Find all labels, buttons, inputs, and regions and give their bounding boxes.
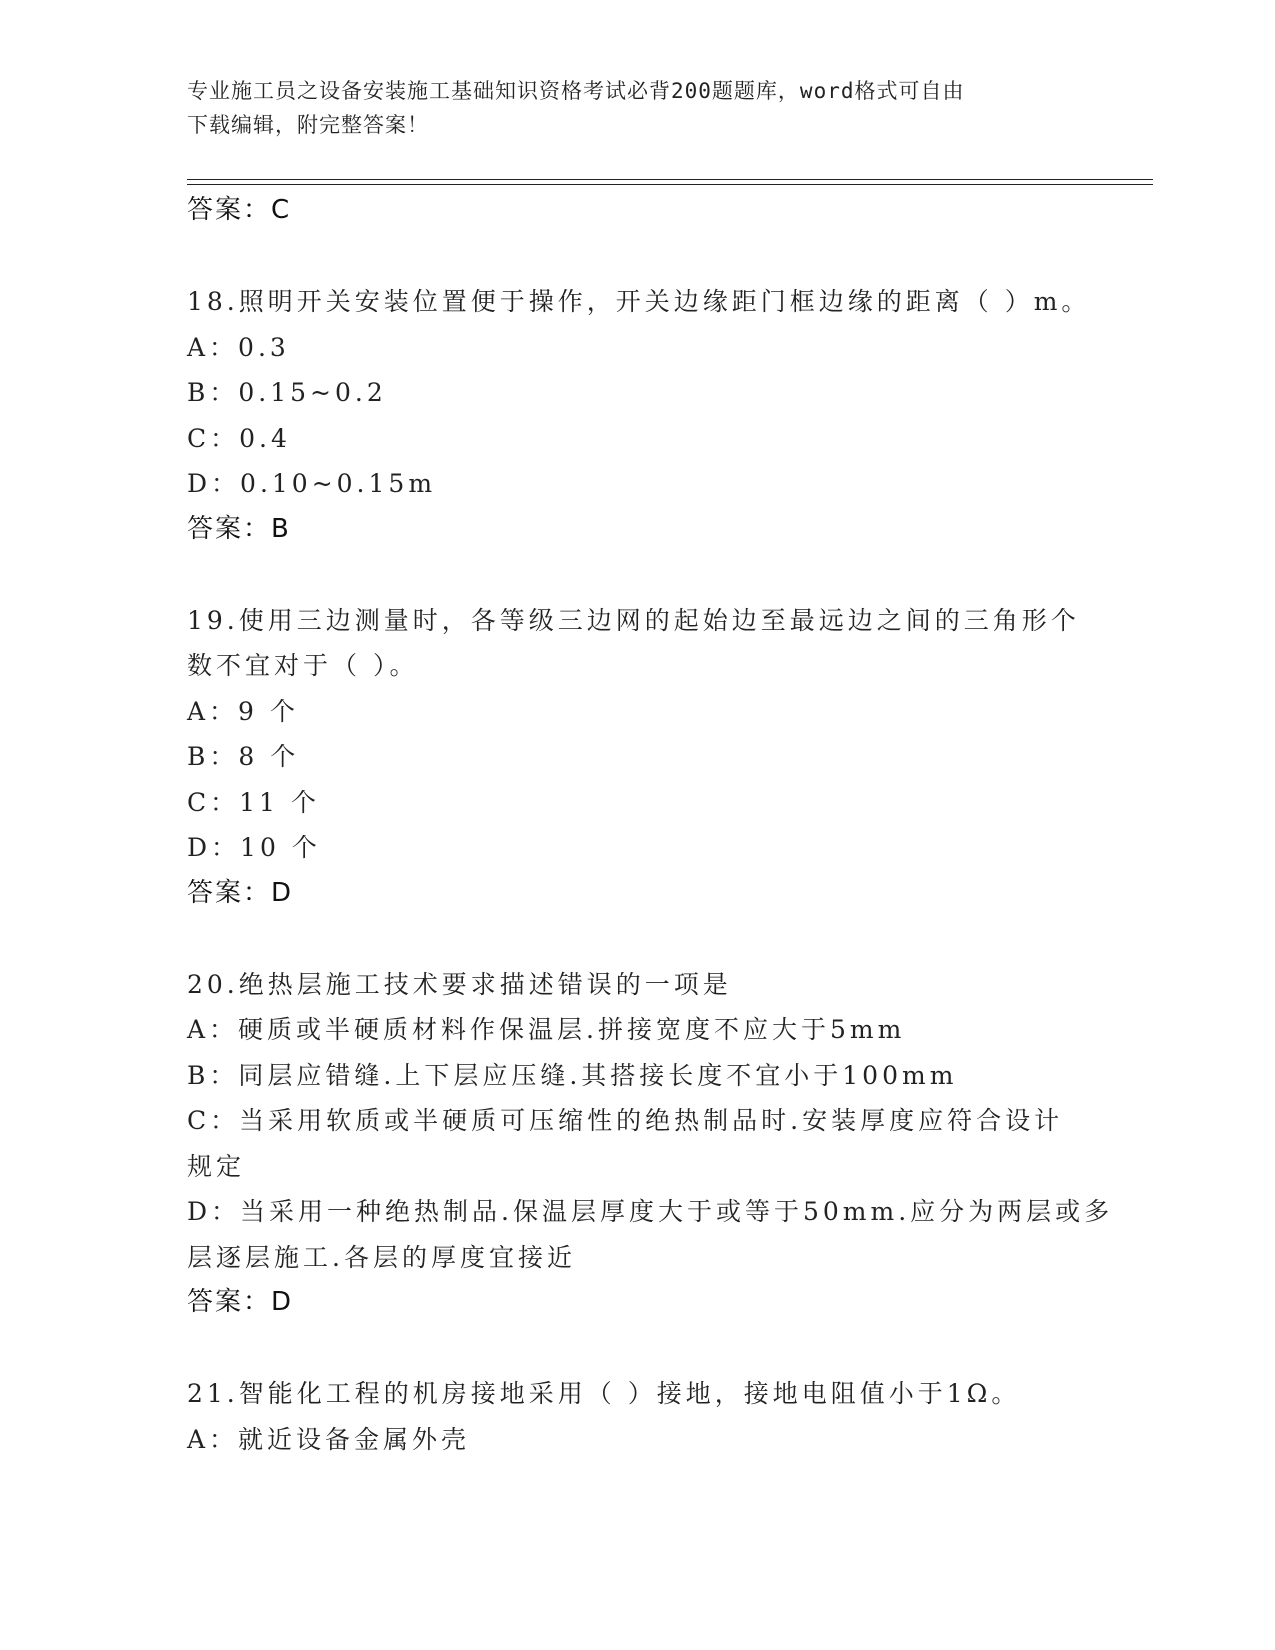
- option-d: D：0.10~0.15m: [187, 469, 437, 498]
- question-block: [187, 962, 1114, 1326]
- previous-answer: 答案：C: [187, 195, 292, 225]
- answer-label: 答案：D: [187, 1287, 294, 1317]
- option-d: D：10 个: [187, 833, 321, 862]
- option-d: D：当采用一种绝热制品.保温层厚度大于或等于50mm.应分为两层或多: [187, 1197, 1114, 1226]
- option-b: B：同层应错缝.上下层应压缝.其搭接长度不宜小于100mm: [187, 1060, 958, 1090]
- question-stem: 18.照明开关安装位置便于操作，开关边缘距门框边缘的距离（ ）m。: [187, 287, 1091, 316]
- header-divider: [187, 179, 1153, 185]
- question-stem-continued: 数不宜对于（ ）。: [187, 651, 419, 680]
- question-stem: 20.绝热层施工技术要求描述错误的一项是: [187, 969, 732, 999]
- option-a: A：就近设备金属外壳: [187, 1424, 471, 1454]
- question-list: [187, 188, 1114, 1462]
- option-a: A：9 个: [187, 696, 299, 726]
- question-stem: 19.使用三边测量时，各等级三边网的起始边至最远边之间的三角形个: [187, 605, 1080, 635]
- question-block: [187, 598, 1087, 917]
- document-header: [187, 74, 1067, 142]
- option-d-continued: 层逐层施工.各层的厚度宜接近: [187, 1242, 576, 1272]
- spacer: [187, 916, 1087, 962]
- header-title-line-1: 专业施工员之设备安装施工基础知识资格考试必背200题题库，word格式可自由: [187, 79, 965, 103]
- option-b: B：0.15~0.2: [187, 378, 387, 407]
- option-c: C：0.4: [187, 423, 291, 453]
- option-c: C：11 个: [187, 787, 320, 817]
- spacer: [187, 552, 1087, 598]
- option-b: B：8 个: [187, 742, 300, 771]
- question-stem: 21.智能化工程的机房接地采用（ ）接地，接地电阻值小于1Ω。: [187, 1379, 1021, 1408]
- spacer: [187, 234, 1087, 280]
- option-a: A：0.3: [187, 332, 290, 362]
- answer-label: 答案：B: [187, 513, 291, 544]
- spacer: [187, 1326, 1087, 1372]
- option-a: A：硬质或半硬质材料作保温层.拼接宽度不应大于5mm: [187, 1015, 906, 1044]
- option-c: C：当采用软质或半硬质可压缩性的绝热制品时.安装厚度应符合设计: [187, 1106, 1064, 1135]
- answer-label: 答案：D: [187, 877, 294, 908]
- question-block: [187, 279, 1091, 552]
- header-title-line-2: 下载编辑，附完整答案！: [187, 113, 429, 137]
- option-c-continued: 规定: [187, 1151, 246, 1181]
- question-block: [187, 1371, 1087, 1462]
